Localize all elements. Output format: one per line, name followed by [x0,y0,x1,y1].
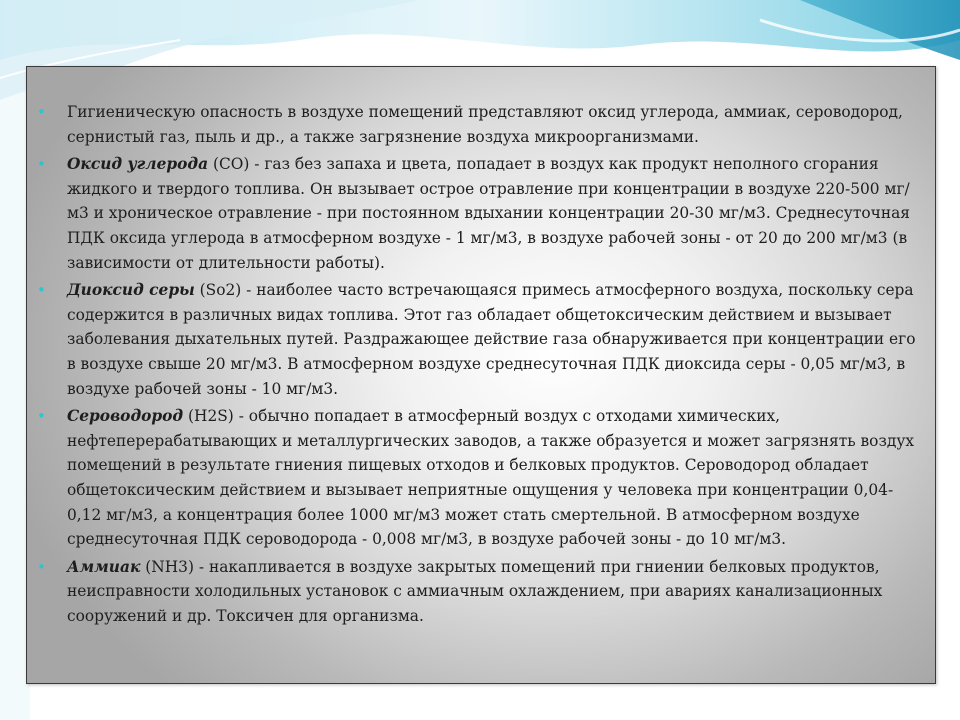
bullet-dot-icon: • [37,557,46,576]
bullet-text: Гигиеническую опасность в воздухе помещений представляют оксид углерода, аммиак, сероводород, сернистый газ, пыль и др., а также загрязнение воздуха микроорганизмами. [67,103,903,146]
formula-label: (H2S) [183,407,234,426]
term-label: Аммиак [67,557,141,576]
bullet-item-1 [37,100,923,149]
bullet-item-4 [37,404,923,552]
bullet-text: - газ без запаха и цвета, попадает в воздух как продукт неполного сгорания жидкого и твердого топлива. Он вызывает острое отравление при концентрации в воздухе 220-500 мг/м3 и хроническое отравление - при постоянном вдыхании концентрации 20-30 мг/м3. Среднесуточная ПДК оксида углерода в атмосферном воздухе - 1 мг/м3, в воздухе рабочей зоны - от 20 до 200 мг/м3 (в зависимости от длительности работы). [67,155,910,272]
bullet-item-5 [37,555,923,629]
bullet-dot-icon: • [37,103,46,121]
bullet-text: - обычно попадает в атмосферный воздух с отходами химических, нефтеперерабатывающих и металлургических заводов, а также образуется и может загрязнять воздух помещений в результате гниения пищевых отходов и белковых продуктов. Сероводород обладает общетоксическим действием и вызывает неприятные ощущения у человека при концентрации 0,04-0,12 мг/м3, а концентрация более 1000 мг/м3 может стать смертельной. В атмосферном воздухе среднесуточная ПДК сероводорода - 0,008 мг/м3, в воздухе рабочей зоны - до 10 мг/м3. [67,407,915,549]
bullet-dot-icon: • [37,155,46,174]
bullet-item-2 [37,152,923,275]
formula-label: (CO) [208,155,250,174]
term-label: Диоксид серы [67,281,195,300]
formula-label: (So2) [194,281,242,300]
bullet-dot-icon: • [37,281,46,300]
formula-label: (NH3) [140,557,194,576]
bullet-item-3 [37,278,923,401]
term-label: Оксид углерода [67,155,209,174]
bullet-dot-icon: • [37,407,46,426]
content-panel [26,66,936,684]
term-label: Сероводород [67,407,184,426]
bullet-text: - накапливается в воздухе закрытых помещений при гниении белковых продуктов, неисправности холодильных установок с аммиачным охлаждением, при авариях канализационных сооружений и др. Токсичен для организма. [67,557,883,625]
bullet-list [27,67,935,628]
bullet-text: - наиболее часто встречающаяся примесь атмосферного воздуха, поскольку сера содержится в различных видах топлива. Этот газ обладает общетоксическим действием и вызывает заболевания дыхательных путей. Раздражающее действие газа обнаруживается при концентрации его в воздухе свыше 20 мг/м3. В атмосферном воздухе среднесуточная ПДК диоксида серы - 0,05 мг/м3, в воздухе рабочей зоны - 10 мг/м3. [67,281,916,398]
